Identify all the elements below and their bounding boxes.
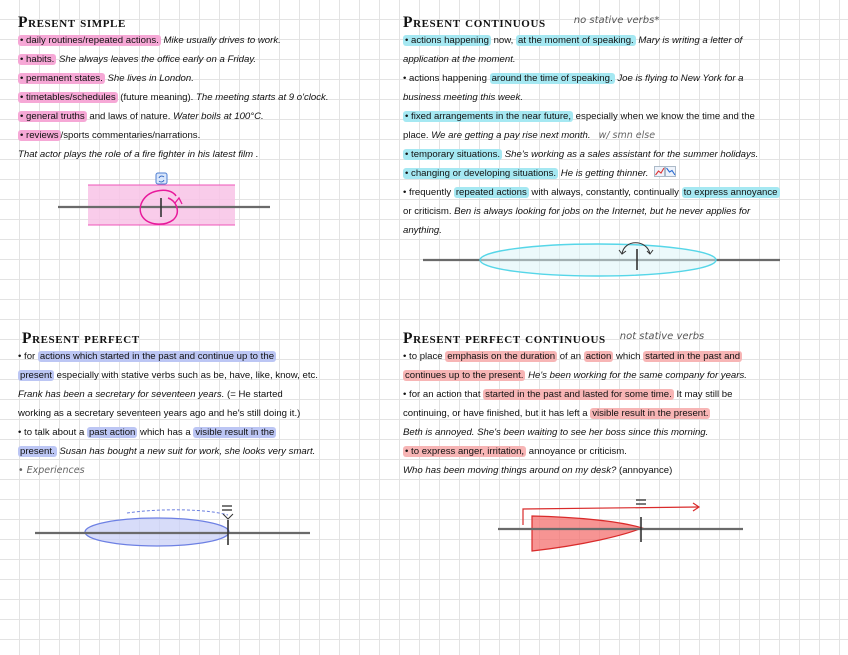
perf-line-4: working as a secretary seventeen years ago and he's still doing it.): [18, 408, 301, 419]
present-perfect-title: Present perfect: [22, 330, 140, 347]
perf-line-6: present. Susan has bought a new suit for work, she looks very smart.: [20, 446, 316, 457]
cont-line-11: anything.: [403, 225, 442, 236]
simple-line-7: That actor plays the role of a fire fighter in his latest film .: [18, 149, 259, 160]
present-simple-section: [18, 14, 403, 164]
not-stative-verbs-note: not stative verbs: [619, 331, 705, 342]
present-perfect-timeline: [32, 500, 317, 552]
perf-line-7: [18, 461, 403, 480]
pc-line-5: Beth is annoyed. She's been waiting to see her boss since this morning.: [403, 427, 709, 438]
cont-line-2: application at the moment.: [403, 54, 516, 65]
present-simple-title: Present simple: [18, 14, 126, 31]
present-continuous-section: [403, 14, 833, 240]
perf-line-2: present especially with stative verbs such as be, have, like, know, etc.: [20, 370, 318, 381]
present-perfect-continuous-timeline: [495, 495, 750, 557]
simple-line-5: • general truths and laws of nature. Water boils at 100°C.: [20, 111, 264, 122]
present-simple-timeline: [55, 170, 275, 232]
no-stative-verbs-note: no stative verbs*: [573, 15, 660, 26]
perf-line-5: • to talk about a past action which has a visible result in the: [18, 427, 275, 438]
experiences-note: • Experiences: [18, 465, 85, 476]
cont-line-1: • actions happening now, at the moment of speaking. Mary is writing a letter of: [405, 35, 743, 46]
cont-line-9: • frequently repeated actions with always, constantly, continually to express annoyance: [403, 187, 778, 198]
pc-line-7: Who has been moving things around on my desk? (annoyance): [403, 465, 673, 476]
cont-line-10: or criticism. Ben is always looking for jobs on the Internet, but he never applies for: [403, 206, 751, 217]
cont-line-3: • actions happening around the time of speaking. Joe is flying to New York for a: [403, 73, 744, 84]
with-someone-else-note: w/ smn else: [598, 130, 656, 141]
equals-marker: [222, 506, 233, 519]
repeat-icon: [156, 173, 167, 184]
present-perfect-continuous-section: [403, 330, 833, 480]
pc-duration-shape: [532, 516, 642, 551]
perf-dashed-arc: [127, 510, 228, 515]
simple-line-3: • permanent states. She lives in London.: [20, 73, 194, 84]
simple-line-2: • habits. She always leaves the office early on a Friday.: [20, 54, 257, 65]
simple-line-6: • reviews /sports commentaries/narrations.: [20, 130, 201, 141]
present-continuous-timeline: [420, 234, 785, 279]
pc-line-4: continuing, or have finished, but it has left a visible result in the present.: [403, 408, 709, 419]
cont-line-7: • temporary situations. She's working as a sales assistant for the summer holidays.: [405, 149, 759, 160]
equals-marker: [636, 500, 646, 504]
present-perfect-section: [18, 330, 403, 480]
perf-line-3: Frank has been a secretary for seventeen years. (= He started: [18, 389, 283, 400]
chart-trend-icon: [654, 166, 676, 178]
present-perfect-continuous-title: Present perfect continuous $^{not stative verbs}$: [403, 330, 705, 347]
present-continuous-title: Present continuous $^{no stative verbs*}$: [403, 14, 660, 31]
simple-line-1: • daily routines/repeated actions. Mike usually drives to work.: [20, 35, 281, 46]
cont-duration-ellipse: [480, 244, 716, 276]
cont-line-5: • fixed arrangements in the near future, especially when we know the time and the: [405, 111, 755, 122]
perf-line-1: • for actions which started in the past and continue up to the: [18, 351, 275, 362]
pc-line-2: continues up to the present. He's been working for the same company for years.: [405, 370, 747, 381]
cont-line-8: • changing or developing situations. He is getting thinner.: [403, 164, 833, 183]
cont-line-4: business meeting this week.: [403, 92, 523, 103]
pc-line-6: • to express anger, irritation, annoyance or criticism.: [405, 446, 627, 457]
cont-line-6: place. We are getting a pay rise next month. w/ smn else: [403, 130, 656, 141]
pc-line-1: • to place emphasis on the duration of an action which started in the past and: [403, 351, 741, 362]
simple-line-4: • timetables/schedules (future meaning). The meeting starts at 9 o'clock.: [20, 92, 329, 103]
pc-line-3: • for an action that started in the past and lasted for some time. It may still be: [403, 389, 733, 400]
